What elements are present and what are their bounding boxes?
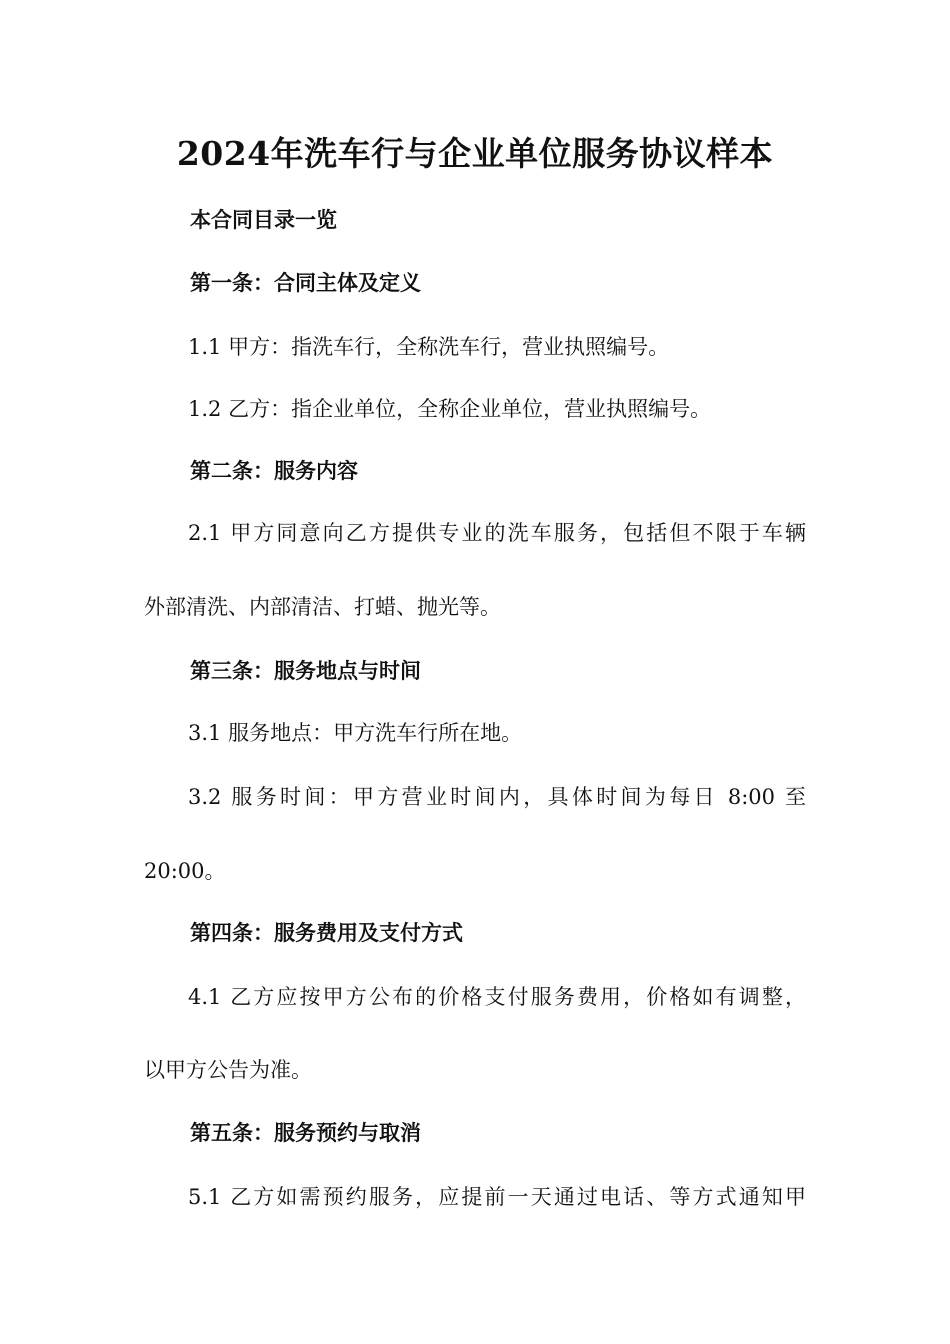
clause-2-1-line-2: 外部清洗、内部清洁、打蜡、抛光等。	[144, 595, 501, 619]
clause-1-2: 1.2 乙方：指企业单位，全称企业单位，营业执照编号。	[188, 397, 712, 421]
clause-1-1: 1.1 甲方：指洗车行，全称洗车行，营业执照编号。	[188, 335, 670, 359]
toc-heading: 本合同目录一览	[190, 207, 337, 232]
article-1-heading: 第一条：合同主体及定义	[190, 270, 421, 295]
clause-3-2-line-2: 20:00。	[144, 859, 226, 883]
clause-3-2-line-1: 3.2 服务时间：甲方营业时间内，具体时间为每日 8:00 至	[188, 785, 806, 809]
clause-3-1: 3.1 服务地点：甲方洗车行所在地。	[188, 721, 523, 745]
article-4-heading: 第四条：服务费用及支付方式	[190, 920, 463, 945]
clause-4-1-line-2: 以甲方公告为准。	[144, 1058, 312, 1082]
clause-5-1-line-1: 5.1 乙方如需预约服务，应提前一天通过电话、等方式通知甲	[188, 1185, 806, 1209]
clause-2-1-line-1: 2.1 甲方同意向乙方提供专业的洗车服务，包括但不限于车辆	[188, 521, 806, 545]
article-2-heading: 第二条：服务内容	[190, 458, 358, 483]
article-3-heading: 第三条：服务地点与时间	[190, 658, 421, 683]
article-5-heading: 第五条：服务预约与取消	[190, 1120, 421, 1145]
clause-4-1-line-1: 4.1 乙方应按甲方公布的价格支付服务费用，价格如有调整，	[188, 985, 806, 1009]
document-title: 2024年洗车行与企业单位服务协议样本	[176, 134, 774, 173]
